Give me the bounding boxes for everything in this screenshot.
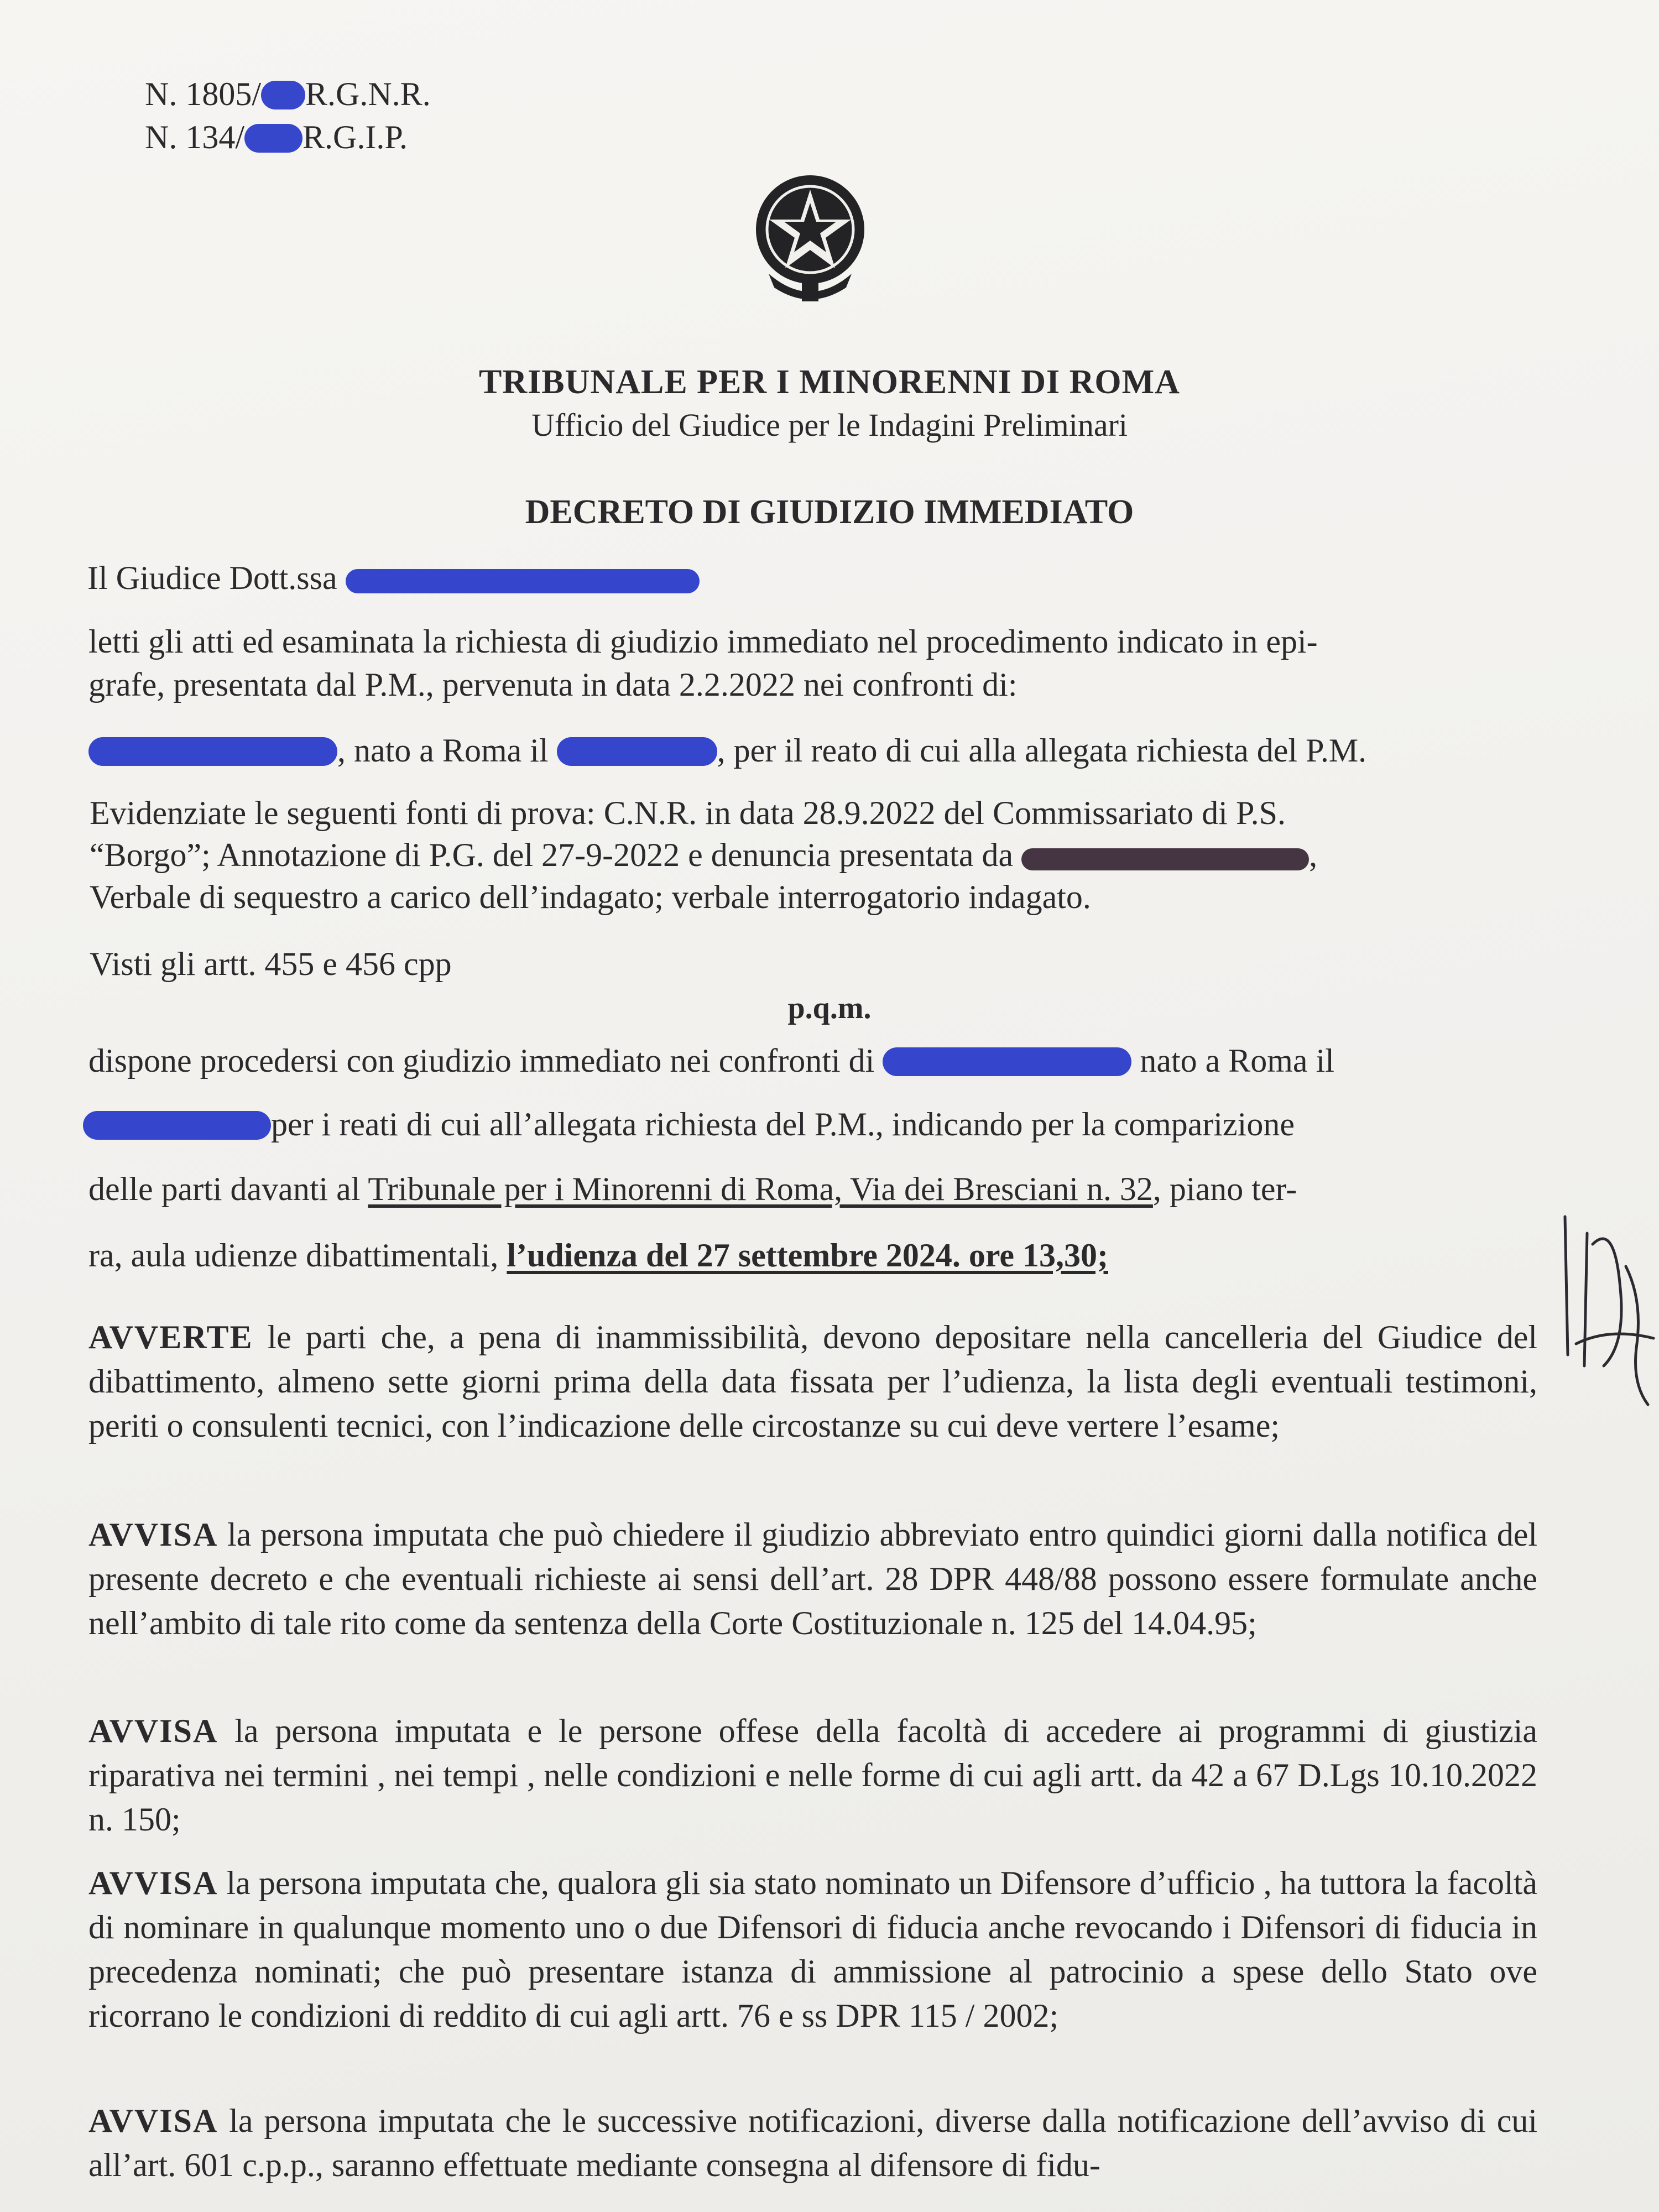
court-office: Ufficio del Giudice per le Indagini Preliminari [531,407,1128,443]
rgip-number: N. 134/ R.G.I.P. [145,119,408,155]
redaction-mark [244,124,302,153]
clause-avvisa-difensore: AVVISA la persona imputata che, qualora gli sia stato nominato un Difensore d’ufficio , ha tuttora la facoltà di nominare in qualunque momento uno o due Difensori di fiducia anche revocando i Difensori di fiducia in precedenza nominati; che può presentare istanza di ammissione al patrocinio a spese dello Stato ove ricorrano le condizioni di reddito di cui agli artt. 76 e ss DPR 115 / 2002; [88,1865,1538,2034]
signature-icon [1554,1200,1659,1410]
rgnr-number: N. 1805/ R.G.N.R. [145,76,431,112]
clause-avvisa-giustizia-riparativa: AVVISA la persona imputata e le persone offese della facoltà di accedere ai programmi di giustizia riparativa nei termini , nei tempi , nelle condizioni e nelle forme di cui agli artt. da 42 a 67 D.Lgs 10.10.2022 n. 150; [88,1713,1538,1838]
pqm-heading: p.q.m. [787,991,872,1025]
defendant-line: , nato a Roma il , per il reato di cui alla allegata richiesta del P.M. [88,734,1366,767]
redaction-mark [557,737,717,766]
dispone-line: dispone procedersi con giudizio immediato nei confronti di nato a Roma il [88,1042,1334,1079]
court-address: Tribunale per i Minorenni di Roma, Via dei Bresciani n. 32 [368,1171,1153,1207]
decree-title: DECRETO DI GIUDIZIO IMMEDIATO [525,493,1134,531]
evidence-line: Evidenziate le seguenti fonti di prova: C.N.R. in data 28.9.2022 del Commissariato di P.S. [90,795,1286,831]
evidence-line: Verbale di sequestro a carico dell’indagato; verbale interrogatorio indagato. [90,879,1091,915]
dispone-line: ra, aula udienze dibattimentali, l’udienza del 27 settembre 2024. ore 13,30; [88,1237,1108,1274]
redaction-mark [88,737,337,766]
redaction-mark [346,569,700,593]
redaction-mark [261,81,305,109]
clause-avvisa-notificazioni: AVVISA la persona imputata che le successive notificazioni, diverse dalla notificazione dell’avviso di cui all’art. 601 c.p.p., saranno effettuate mediante consegna al difensore di fidu- [88,2103,1538,2183]
dispone-line: delle parti davanti al Tribunale per i Minorenni di Roma, Via dei Bresciani n. 32, piano ter- [88,1171,1297,1207]
redaction-mark [83,1111,271,1140]
dispone-line: per i reati di cui all’allegata richiesta del P.M., indicando per la comparizione [83,1108,1295,1141]
judge-line: Il Giudice Dott.ssa [87,561,700,594]
evidence-line: “Borgo”; Annotazione di P.G. del 27-9-2022 e denuncia presentata da , [90,837,1318,873]
republic-emblem-icon [747,169,874,304]
redaction-mark [1021,848,1309,870]
redaction-mark [883,1047,1131,1076]
court-name: TRIBUNALE PER I MINORENNI DI ROMA [479,363,1180,401]
intro-line: letti gli atti ed esaminata la richiesta di giudizio immediato nel procedimento indicato in epi- [88,623,1318,660]
clause-avvisa-abbreviato: AVVISA la persona imputata che può chiedere il giudizio abbreviato entro quindici giorni dalla notifica del presente decreto e che eventuali richieste ai sensi dell’art. 28 DPR 448/88 possono essere formulate anche nell’ambito di tale rito come da sentenza della Corte Costituzionale n. 125 del 14.04.95; [88,1516,1538,1641]
visti-line: Visti gli artt. 455 e 456 cpp [90,946,452,982]
hearing-date: l’udienza del 27 settembre 2024. ore 13,30; [507,1237,1108,1274]
intro-line: grafe, presentata dal P.M., pervenuta in data 2.2.2022 nei confronti di: [88,666,1018,703]
clause-avverte: AVVERTE le parti che, a pena di inammissibilità, devono depositare nella cancelleria del Giudice del dibattimento, almeno sette giorni prima della data fissata per l’udienza, la lista degli eventuali testimoni, periti o consulenti tecnici, con l’indicazione delle circostanze su cui deve vertere l’esame; [88,1319,1538,1444]
